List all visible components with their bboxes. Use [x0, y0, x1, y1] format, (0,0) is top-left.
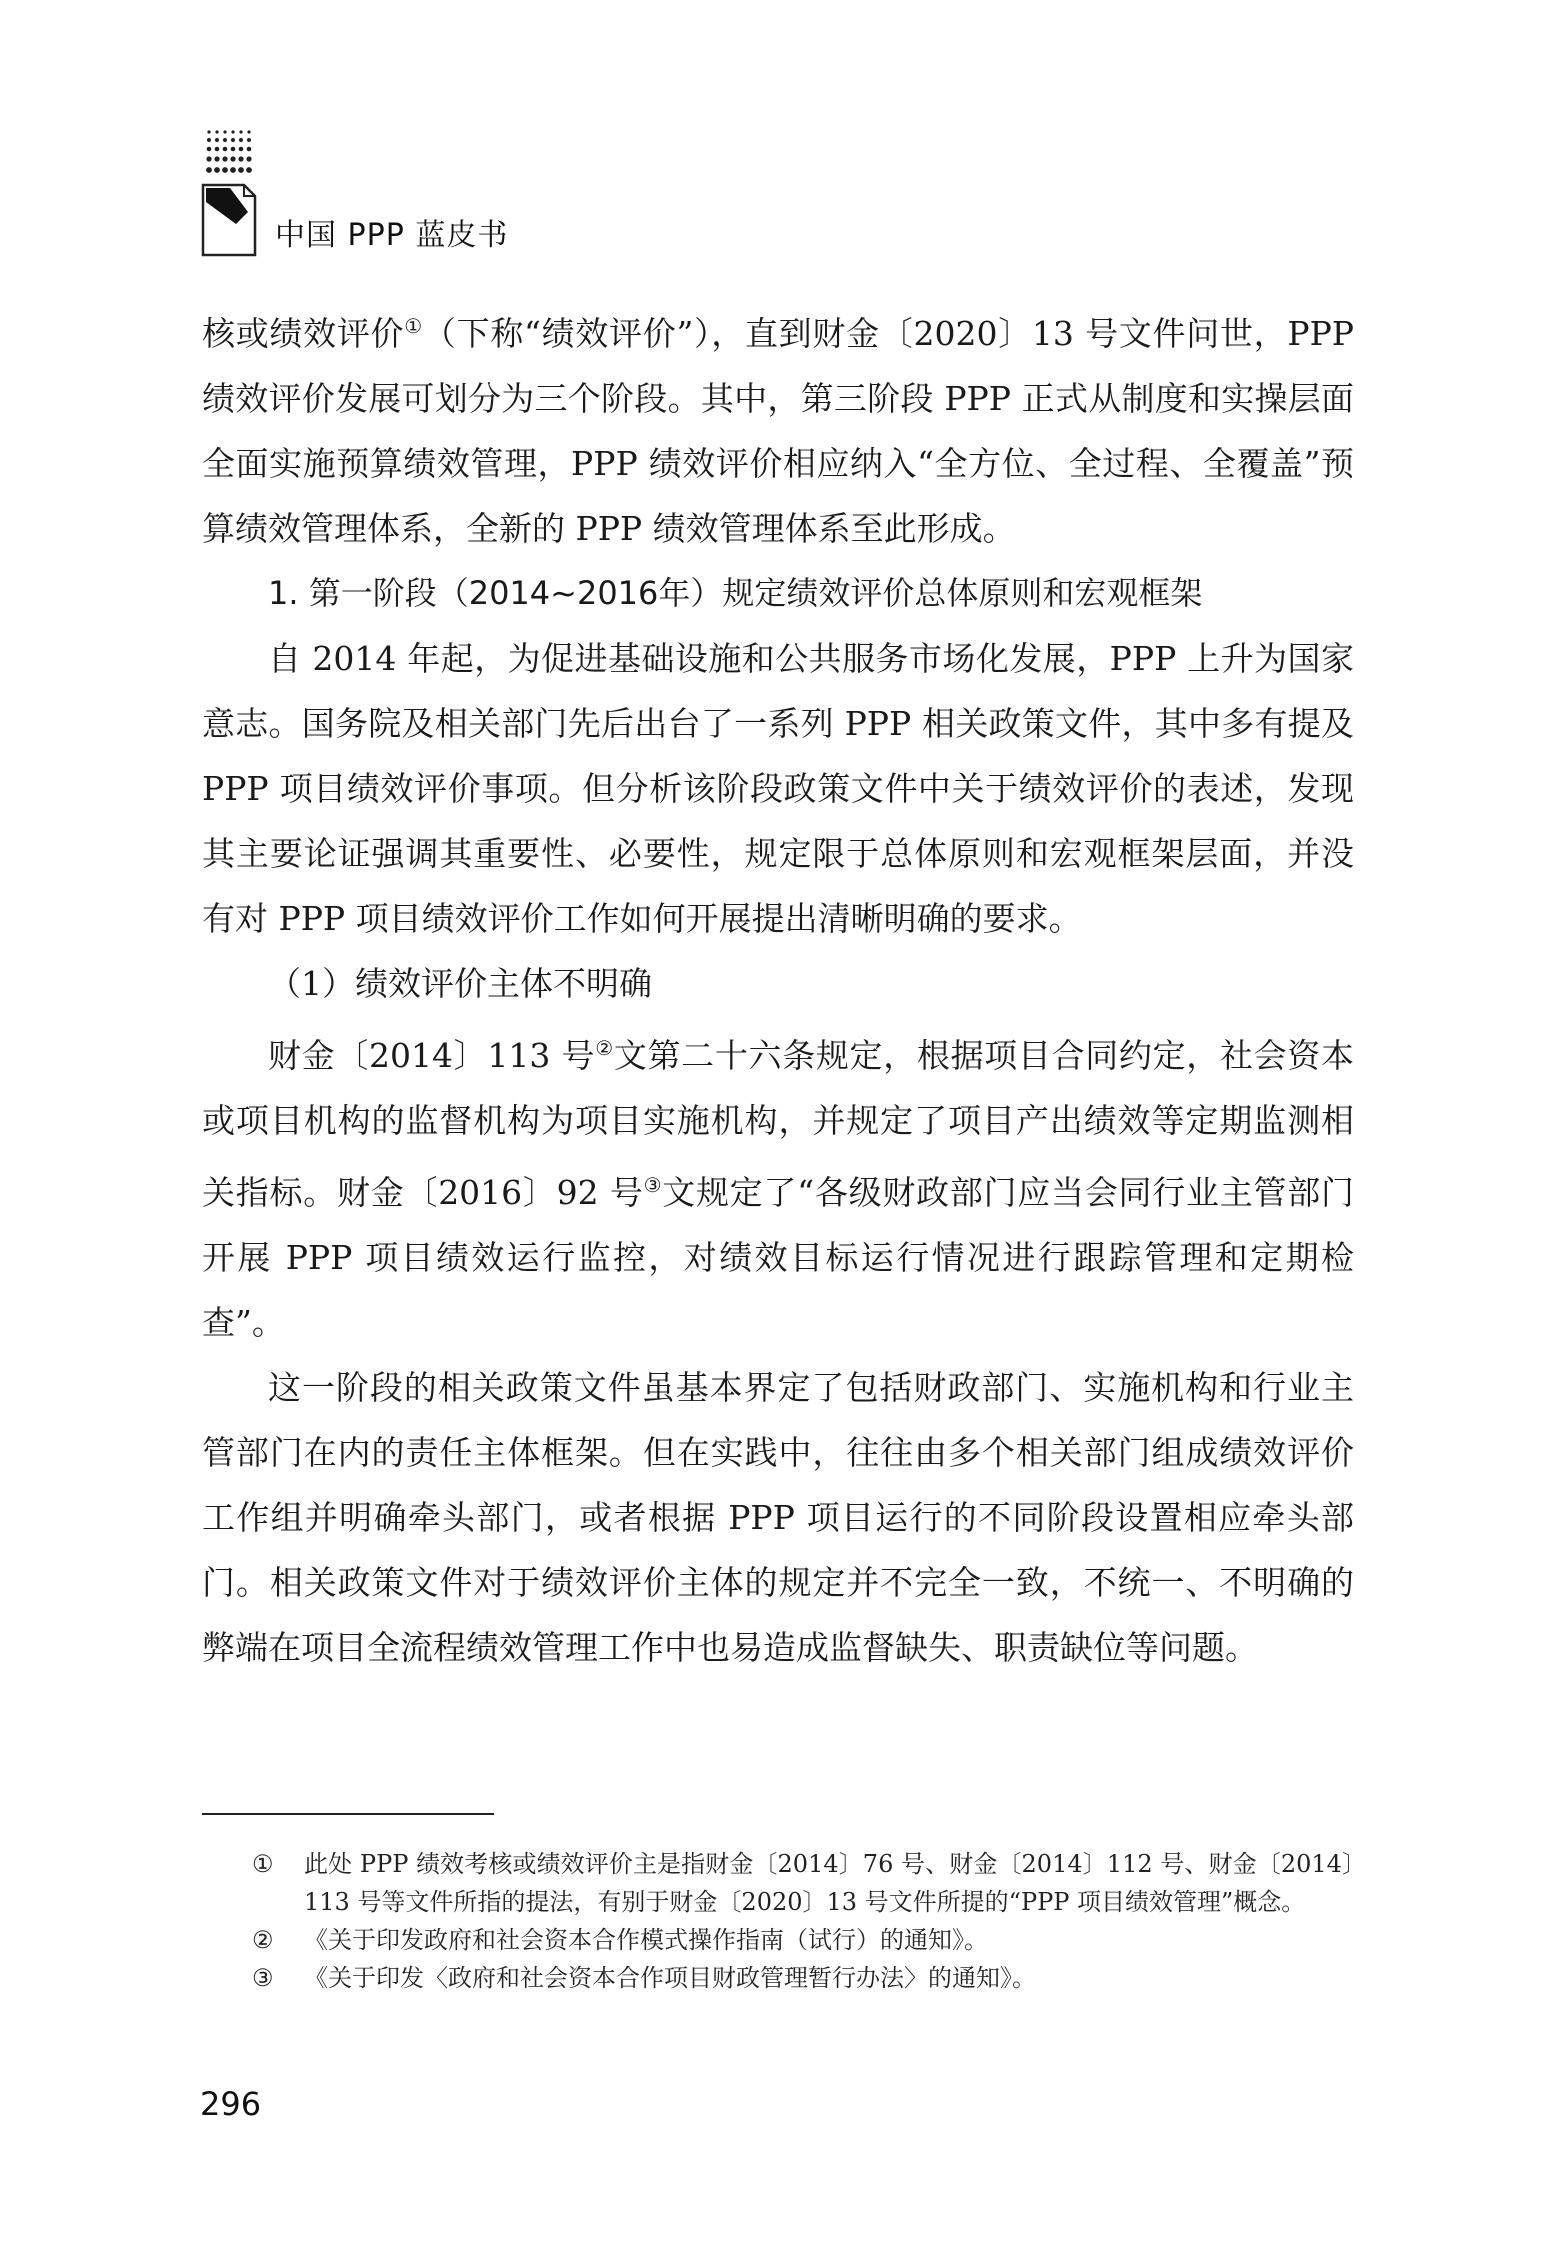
footnote-text: 《关于印发政府和社会资本合作模式操作指南（试行）的通知》。 — [304, 1926, 988, 1954]
subsection-heading: （1）绩效评价主体不明确 — [268, 964, 652, 1003]
footnote-item — [202, 1845, 1354, 1921]
paragraph-text: 文规定了“各级财政部门应当会同行业主管部门开展 PPP 项目绩效运行监控，对绩效目标运行情况进行跟踪管理和定期检查”。 — [202, 1173, 1354, 1342]
footnote-text: 《关于印发〈政府和社会资本合作项目财政管理暂行办法〉的通知》。 — [304, 1964, 1036, 1992]
footnote-divider — [202, 1813, 494, 1815]
paragraph: 自 2014 年起，为促进基础设施和公共服务市场化发展，PPP 上升为国家意志。国务院及相关部门先后出台了一系列 PPP 相关政策文件，其中多有提及 PPP 项目绩效评价事项。但分析该阶段政策文件中关于绩效评价的表述，发现其主要论证强调其重要性、必要性，规定限于总体原则和宏观框架层面，并没有对 PPP 项目绩效评价工作如何开展提出清晰明确的要求。 — [202, 639, 1354, 938]
footnote-item — [202, 1921, 1354, 1959]
footnote-text: 此处 PPP 绩效考核或绩效评价主是指财金〔2014〕76 号、财金〔2014〕112 号、财金〔2014〕113 号等文件所指的提法，有别于财金〔2020〕13 号文件所提的“PPP 项目绩效管理”概念。 — [304, 1850, 1354, 1916]
footnote-ref-1[interactable]: ① — [404, 314, 423, 338]
page-number: 296 — [200, 2085, 262, 2123]
paragraph — [202, 294, 1354, 561]
book-title: 中国 PPP 蓝皮书 — [275, 218, 509, 253]
paragraph-text: 财金〔2014〕113 号 — [268, 1036, 596, 1075]
footnotes — [202, 1845, 1354, 1997]
paragraph-text: 核或绩效评价 — [202, 314, 405, 353]
main-text — [202, 294, 1354, 1680]
book-corner-logo-icon — [200, 182, 258, 258]
paragraph — [202, 1016, 1354, 1355]
paragraph-text: （下称“绩效评价”），直到财金〔2020〕13 号文件问世，PPP 绩效评价发展可划分为三个阶段。其中，第三阶段 PPP 正式从制度和实操层面全面实施预算绩效管理，PPP 绩效评价相应纳入“全方位、全过程、全覆盖”预算绩效管理体系，全新的 PPP 绩效管理体系至此形成。 — [202, 314, 1354, 548]
footnote-item — [202, 1959, 1354, 1997]
section-heading: 1. 第一阶段（2014~2016年）规定绩效评价总体原则和宏观框架 — [268, 574, 1203, 612]
paragraph: 这一阶段的相关政策文件虽基本界定了包括财政部门、实施机构和行业主管部门在内的责任主体框架。但在实践中，往往由多个相关部门组成绩效评价工作组并明确牵头部门，或者根据 PPP 项目运行的不同阶段设置相应牵头部门。相关政策文件对于绩效评价主体的规定并不完全一致，不统一、不明确的弊端在项目全流程绩效管理工作中也易造成监督缺失、职责缺位等问题。 — [202, 1368, 1354, 1667]
footnote-ref-3[interactable]: ③ — [643, 1173, 663, 1197]
header-dot-pattern-icon — [205, 128, 253, 178]
footnote-number: ② — [252, 1926, 274, 1954]
paragraph-text: 文第二十六条规定，根据项目合同约定，社会资本或项目机构的监督机构为项目实施机构，并规定了项目产出绩效等定期监测相关指标。财金〔2016〕92 号 — [202, 1036, 1355, 1212]
footnote-ref-2[interactable]: ② — [595, 1036, 614, 1060]
footnote-number: ① — [252, 1850, 274, 1878]
footnote-number: ③ — [252, 1964, 274, 1992]
